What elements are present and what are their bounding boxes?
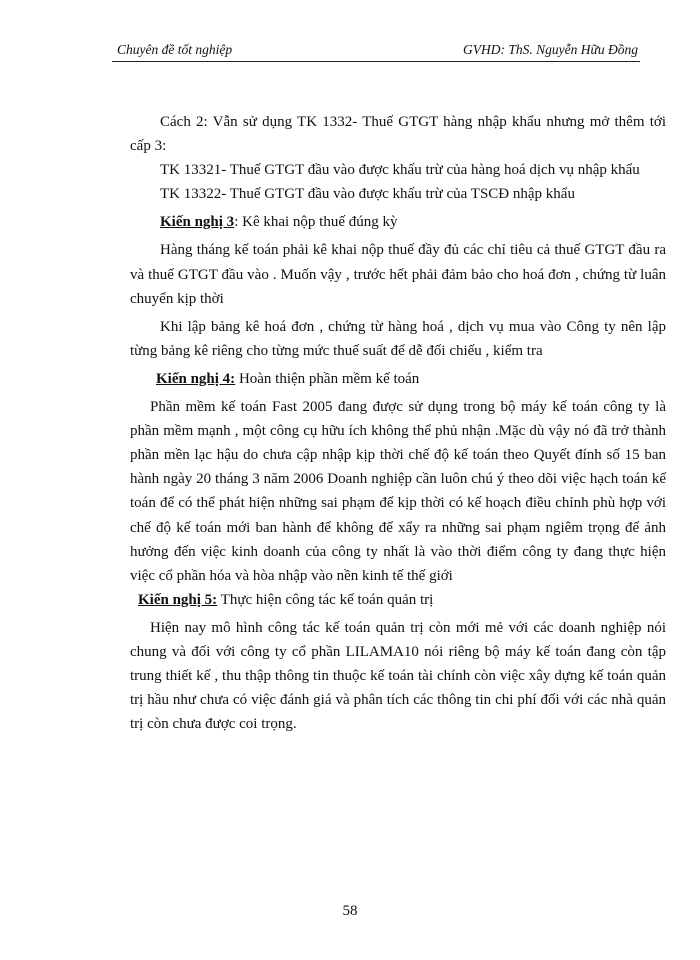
recommendation-4-title: Hoàn thiện phần mềm kế toán [235,370,420,387]
header-left-title: Chuyên đề tốt nghiệp [117,42,233,57]
heading-recommendation-5 [130,588,666,612]
paragraph-tax-declaration: Hàng tháng kế toán phải kê khai nộp thuế đầy đủ các chỉ tiêu cả thuế GTGT đầu ra và thuế GTGT đầu vào . Muốn vậy , trước hết phải đảm bảo cho hoá đơn , chứng từ luân chuyển kịp thời [130,242,666,307]
paragraph-software: Phần mềm kế toán Fast 2005 đang được sử dụng trong bộ máy kế toán công ty là phần mềm mạnh , một công cụ hữu ích không thể phủ nhận .Mặc dù vậy nó đã trở thành phần mền lạc hậu do chưa cập nhập kịp thời chế độ kế toán theo Quyết đính số 15 ban hành ngày 20 tháng 3 năm 2006 Doanh nghiệp cần luôn chú ý theo dõi việc hạch toán kế toán để có thể phát hiện những sai phạm để kịp thời có kế hoạch điều chỉnh phù hợp với chế độ kế toán mới ban hành để không để xẩy ra những sai phạm ngiêm trọng để ảnh hưởng đến việc kinh doanh của công ty nhất là vào thời điểm công ty đang thực hiện việc cổ phần hóa và hòa nhập vào nền kinh tế thế giới [130,399,666,584]
recommendation-3-label: Kiến nghị 3 [160,214,235,231]
page-number: 58 [342,903,358,919]
recommendation-3-title: : Kê khai nộp thuế đúng kỳ [234,214,398,231]
header-right-advisor: GVHD: ThS. Nguyễn Hữu Đồng [463,42,638,57]
paragraph-tk-13322: TK 13322- Thuế GTGT đầu vào được khấu trừ của TSCĐ nhập khẩu [160,186,575,203]
recommendation-5-title: Thực hiện công tác kế toán quản trị [217,591,434,608]
body-text [130,110,666,736]
paragraph-management-accounting: Hiện nay mô hình công tác kế toán quản trị còn mới mẻ với các doanh nghiệp nói chung và đối với công ty cổ phần LILAMA10 nói riêng bộ máy kế toán đang còn tập trung thiết kế , thu thập thông tin thuộc kế toán tài chính còn việc xây dựng kế toán quản trị hầu như chưa có việc đánh giá và phân tích các thông tin chi phí đối với các nhà quản trị còn chưa được coi trọng. [130,619,666,733]
paragraph-invoice-list: Khi lập bảng kê hoá đơn , chứng từ hàng hoá , dịch vụ mua vào Công ty nên lập từng bảng kê riêng cho từng mức thuế suất để dễ đối chiếu , kiểm tra [130,318,666,359]
recommendation-5-label: Kiến nghị 5: [138,591,218,608]
heading-recommendation-3 [130,210,666,234]
recommendation-4-label: Kiến nghị 4: [156,370,236,387]
heading-recommendation-4 [130,367,666,391]
paragraph-method-2: Cách 2: Vẫn sử dụng TK 1332- Thuế GTGT hàng nhập khẩu nhưng mở thêm tới cấp 3: [130,114,666,155]
page-header [112,41,640,62]
paragraph-tk-13321: TK 13321- Thuế GTGT đầu vào được khấu trừ của hàng hoá dịch vụ nhập khẩu [160,162,640,179]
